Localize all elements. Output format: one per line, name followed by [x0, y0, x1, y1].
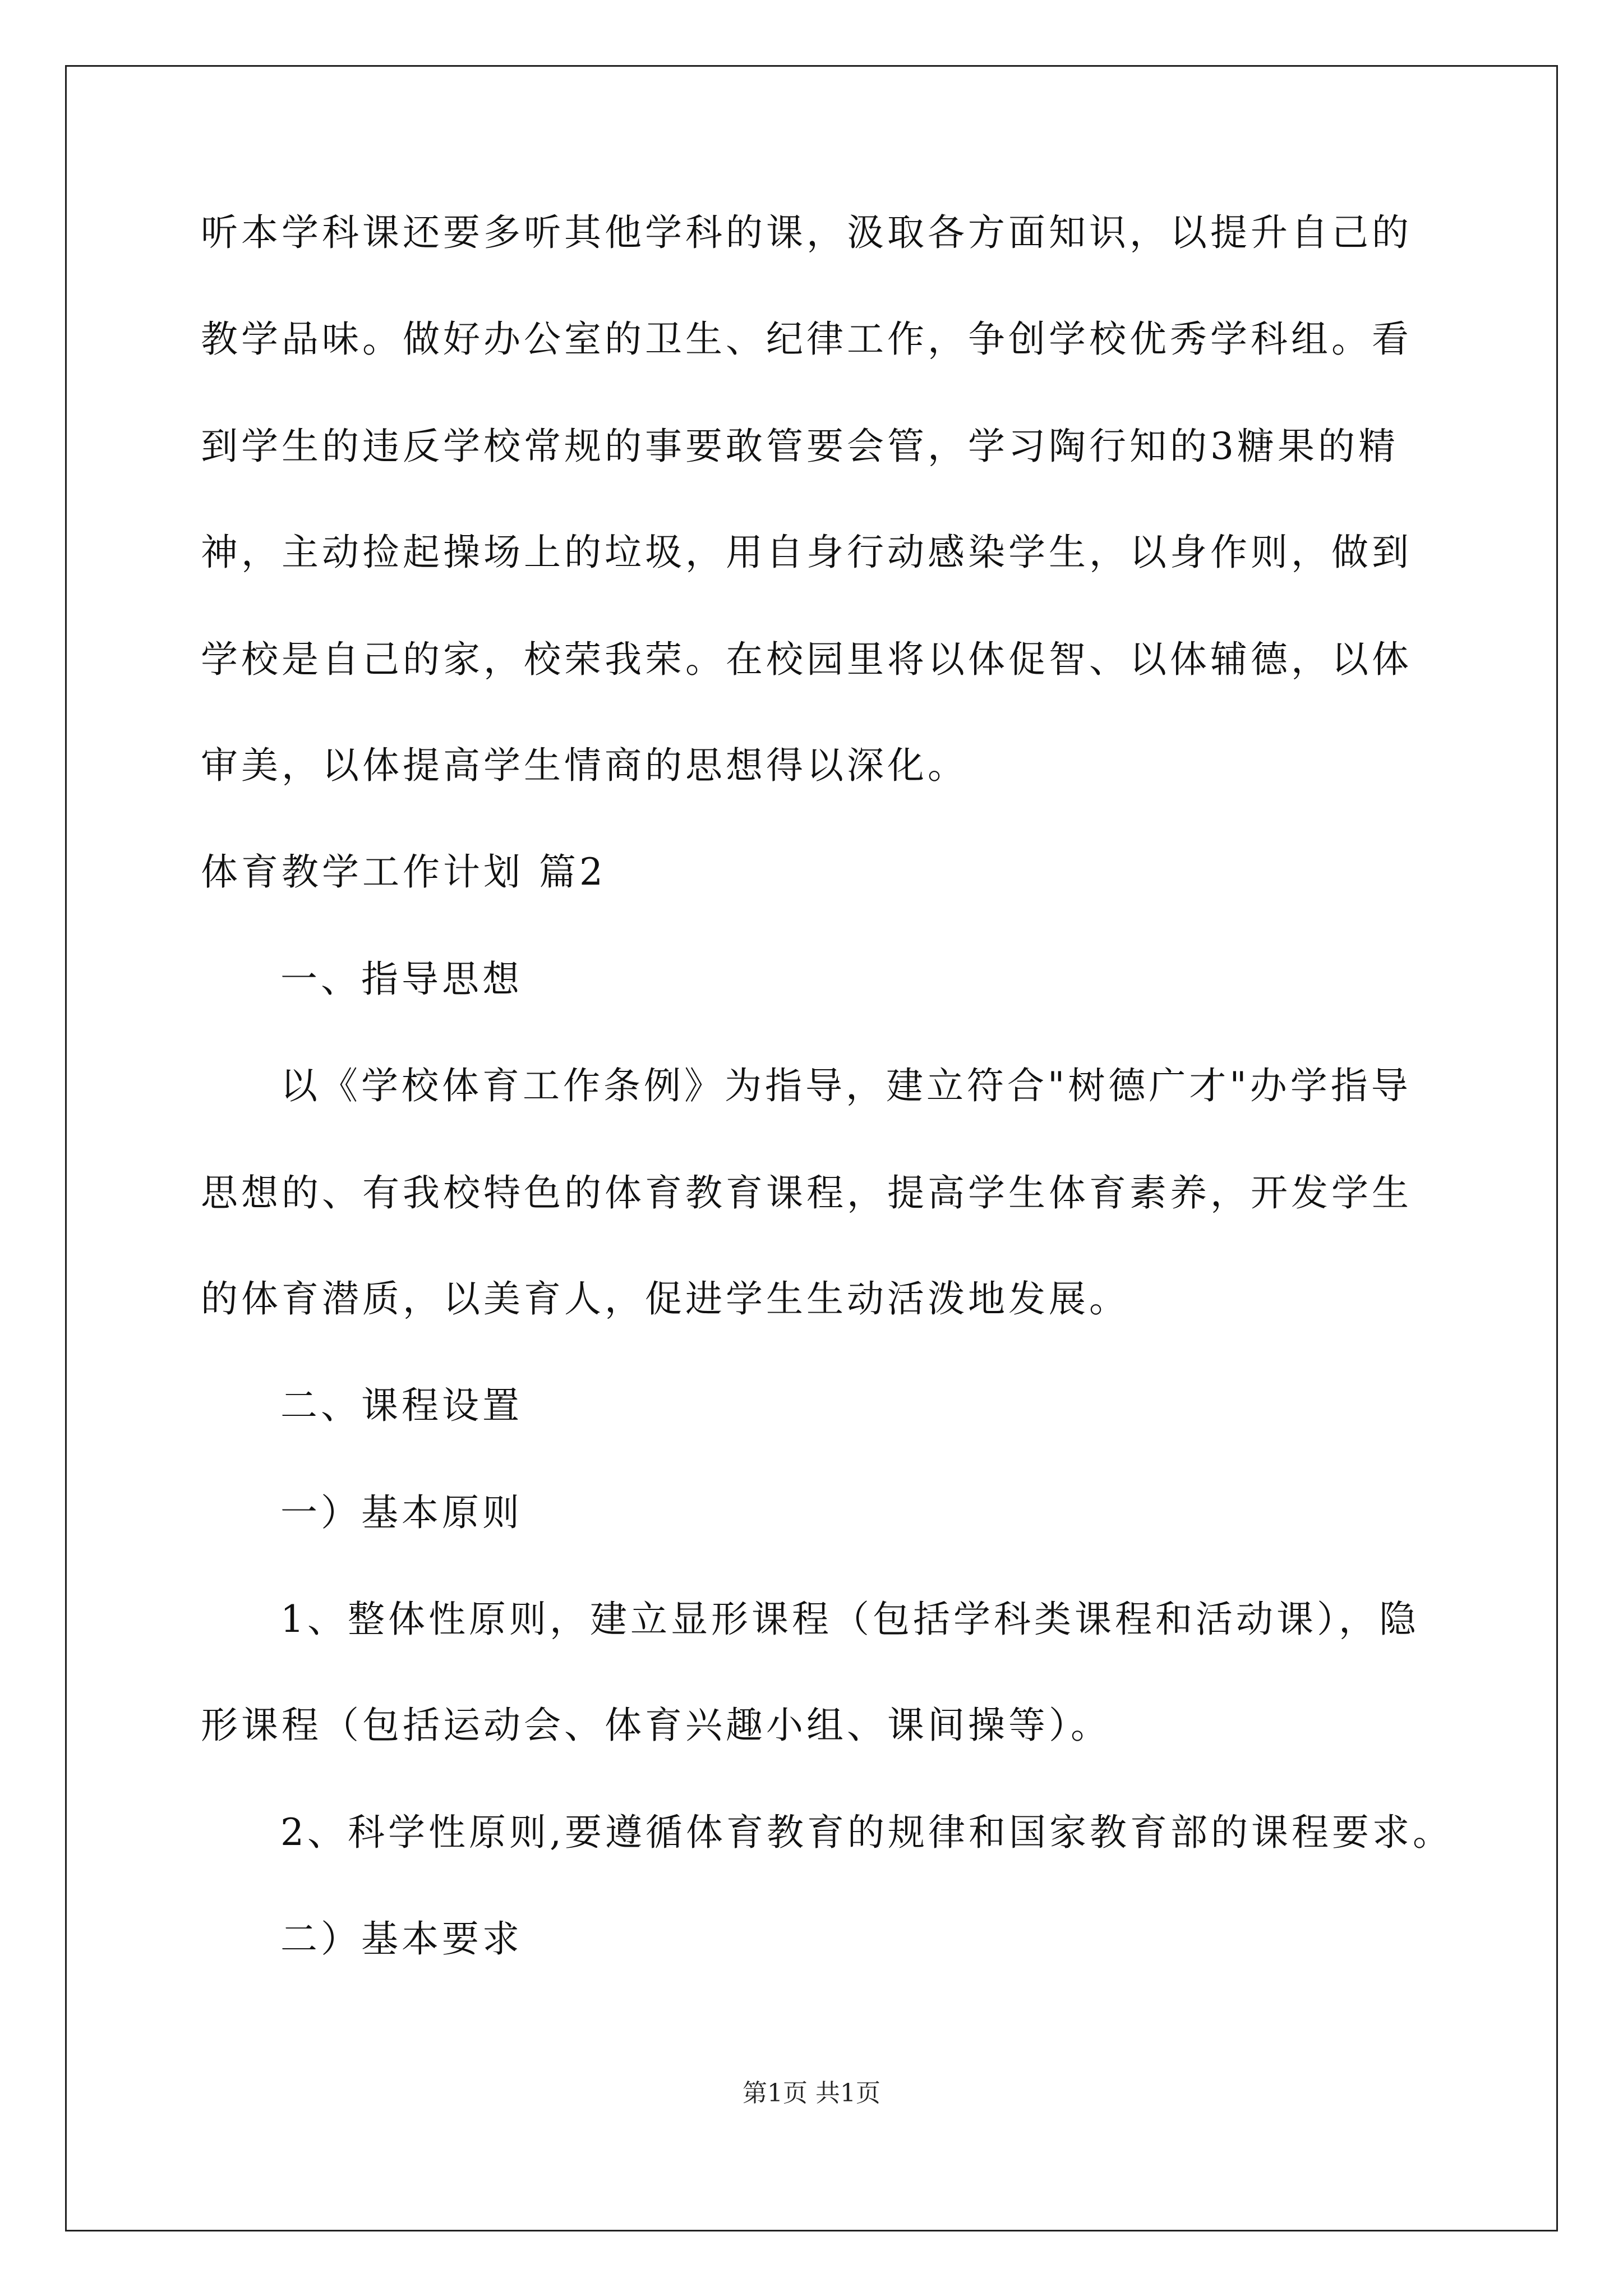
- body-line-2: 教学品味。做好办公室的卫生、纪律工作，争创学校优秀学科组。看: [201, 318, 1412, 361]
- principle-2: 2、科学性原则,要遵循体育教育的规律和国家教育部的课程要求。: [280, 1811, 1453, 1854]
- page-border: [65, 65, 1558, 2231]
- body-line-6: 审美，以体提高学生情商的思想得以深化。: [201, 744, 968, 787]
- body-line-1: 听本学科课还要多听其他学科的课，汲取各方面知识，以提升自己的: [201, 211, 1412, 254]
- principle-1-line-1: 1、整体性原则，建立显形课程（包括学科类课程和活动课），隐: [280, 1598, 1419, 1641]
- heading-guiding-ideology: 一、指导思想: [280, 958, 523, 1001]
- heading-basic-principles: 一）基本原则: [280, 1491, 523, 1534]
- heading-course-setup: 二、课程设置: [280, 1384, 523, 1427]
- body-line-4: 神，主动捡起操场上的垃圾，用自身行动感染学生，以身作则，做到: [201, 531, 1412, 574]
- body-line-8: 思想的、有我校特色的体育教育课程，提高学生体育素养，开发学生: [201, 1171, 1412, 1214]
- body-line-7: 以《学校体育工作条例》为指导，建立符合"树德广才"办学指导: [280, 1064, 1412, 1107]
- body-line-9: 的体育潜质，以美育人，促进学生生动活泼地发展。: [201, 1277, 1129, 1320]
- page-footer: 第1页 共1页: [743, 2079, 880, 2108]
- body-line-5: 学校是自己的家，校荣我荣。在校园里将以体促智、以体辅德，以体: [201, 638, 1412, 681]
- section-title: 体育教学工作计划 篇2: [201, 850, 606, 894]
- principle-1-line-2: 形课程（包括运动会、体育兴趣小组、课间操等）。: [201, 1704, 1111, 1747]
- body-line-3: 到学生的违反学校常规的事要敢管要会管，学习陶行知的3糖果的精: [201, 425, 1399, 468]
- heading-basic-requirements: 二）基本要求: [280, 1917, 523, 1961]
